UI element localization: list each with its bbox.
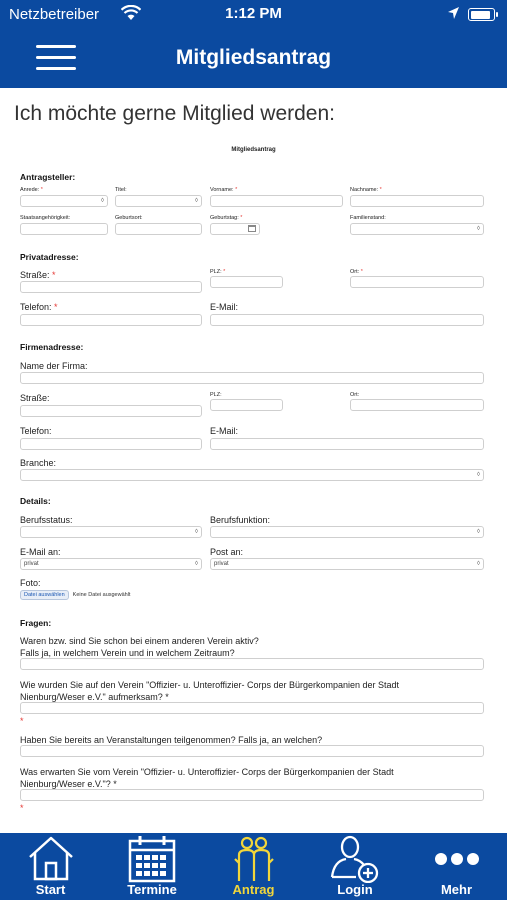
question-4: Was erwarten Sie vom Verein "Offizier- u. Unteroffizier- Corps der Bürgerkompanien der Stadt Nienburg/Weser e.V."? * [20,767,394,789]
label-firma-email: E-Mail: [210,426,239,436]
question-2-input[interactable] [20,702,484,714]
tab-mehr[interactable] [406,833,507,900]
navigation-bar [0,30,507,88]
battery-level [471,11,491,19]
label-firma-telefon: Telefon: [20,426,52,436]
tab-label: Termine [127,882,177,897]
form-title: Mitgliedsantrag [231,147,276,153]
tab-start[interactable] [0,833,101,900]
label-geburtstag: Geburtstag: * [210,215,243,221]
tab-bar [0,833,507,900]
status-bar [0,0,507,30]
required-marker: * [20,803,24,813]
file-choose-button[interactable]: Datei auswählen [20,590,69,600]
people-icon [229,835,279,883]
question-1: Waren bzw. sind Sie schon bei einem anderen Verein aktiv? Falls ja, in welchem Verein und in welchem Zeitraum? [20,636,259,658]
privat-ort-input[interactable] [350,276,484,288]
vorname-input[interactable] [210,195,343,207]
section-details: Details: [20,496,51,506]
label-privat-telefon: Telefon: * [20,302,58,312]
label-vorname: Vorname: * [210,187,238,193]
tab-label: Login [337,882,373,897]
tab-termine[interactable] [101,833,203,900]
page-title: Mitgliedsantrag [175,46,332,69]
section-antragsteller: Antragsteller: [20,172,76,182]
firmenname-input[interactable] [20,372,484,384]
label-geburtsort: Geburtsort: [115,215,143,221]
label-berufsfunktion: Berufsfunktion: [210,515,271,525]
label-privat-ort: Ort: * [350,269,363,275]
page-heading: Ich möchte gerne Mitglied werden: [14,102,335,125]
geburtstag-date-input[interactable] [210,223,260,235]
privat-strasse-input[interactable] [20,281,202,293]
question-2: Wie wurden Sie auf den Verein "Offizier- u. Unteroffizier- Corps der Bürgerkompanien der Stadt Nienburg/Weser e.V." aufmerksam? * [20,680,400,702]
label-privat-email: E-Mail: [210,302,239,312]
label-anrede: Anrede: * [20,187,43,193]
anrede-select[interactable]: ◊ [20,195,108,207]
label-staatsangehoerigkeit: Staatsangehörigkeit: [20,215,71,221]
firma-email-input[interactable] [210,438,484,450]
tab-antrag[interactable] [203,833,304,900]
section-privatadresse: Privatadresse: [20,252,79,262]
label-privat-strasse: Straße: * [20,270,56,280]
battery-icon [468,8,495,21]
firma-ort-input[interactable] [350,399,484,411]
carrier-name: Netzbetreiber [9,6,100,23]
label-post-an: Post an: [210,547,244,557]
tab-label: Antrag [232,882,275,897]
familienstand-select[interactable]: ◊ [350,223,484,235]
label-email-an: E-Mail an: [20,547,61,557]
branche-select[interactable]: ◊ [20,469,484,481]
question-3: Haben Sie bereits an Veranstaltungen teilgenommen? Falls ja, an welchen? [20,735,323,745]
home-icon [26,835,76,881]
label-foto: Foto: [20,578,41,588]
required-marker: * [20,716,24,726]
add-user-icon [328,835,382,883]
titel-select[interactable]: ◊ [115,195,202,207]
question-4-input[interactable] [20,789,484,801]
label-privat-plz: PLZ: * [210,269,226,275]
calendar-icon [127,835,177,883]
label-familienstand: Familienstand: [350,215,386,221]
form-content[interactable] [0,88,507,833]
firma-plz-input[interactable] [210,399,283,411]
more-icon [432,835,482,883]
location-arrow-icon [447,6,460,20]
nachname-input[interactable] [350,195,484,207]
label-nachname: Nachname: * [350,187,382,193]
label-firmenname: Name der Firma: [20,361,88,371]
berufsstatus-select[interactable]: ◊ [20,526,202,538]
berufsfunktion-select[interactable]: ◊ [210,526,484,538]
section-firmenadresse: Firmenadresse: [20,342,84,352]
label-titel: Titel: [115,187,127,193]
label-berufsstatus: Berufsstatus: [20,515,73,525]
label-firma-strasse: Straße: [20,393,50,403]
clock: 1:12 PM [225,5,282,22]
post-an-select[interactable]: privat ◊ [210,558,484,570]
calendar-icon[interactable] [248,225,256,232]
tab-label: Mehr [440,882,473,897]
tab-label: Start [35,882,66,897]
privat-telefon-input[interactable] [20,314,202,326]
label-firma-ort: Ort: [350,392,360,398]
tab-login[interactable] [304,833,406,900]
privat-plz-input[interactable] [210,276,283,288]
email-an-select[interactable]: privat ◊ [20,558,202,570]
firma-strasse-input[interactable] [20,405,202,417]
privat-email-input[interactable] [210,314,484,326]
label-firma-plz: PLZ: [210,392,222,398]
firma-telefon-input[interactable] [20,438,202,450]
question-1-input[interactable] [20,658,484,670]
file-status: Keine Datei ausgewählt [72,592,131,598]
question-3-input[interactable] [20,745,484,757]
foto-file-input[interactable] [20,590,484,602]
staatsangehoerigkeit-input[interactable] [20,223,108,235]
label-branche: Branche: [20,458,57,468]
section-fragen: Fragen: [20,618,52,628]
geburtsort-input[interactable] [115,223,202,235]
